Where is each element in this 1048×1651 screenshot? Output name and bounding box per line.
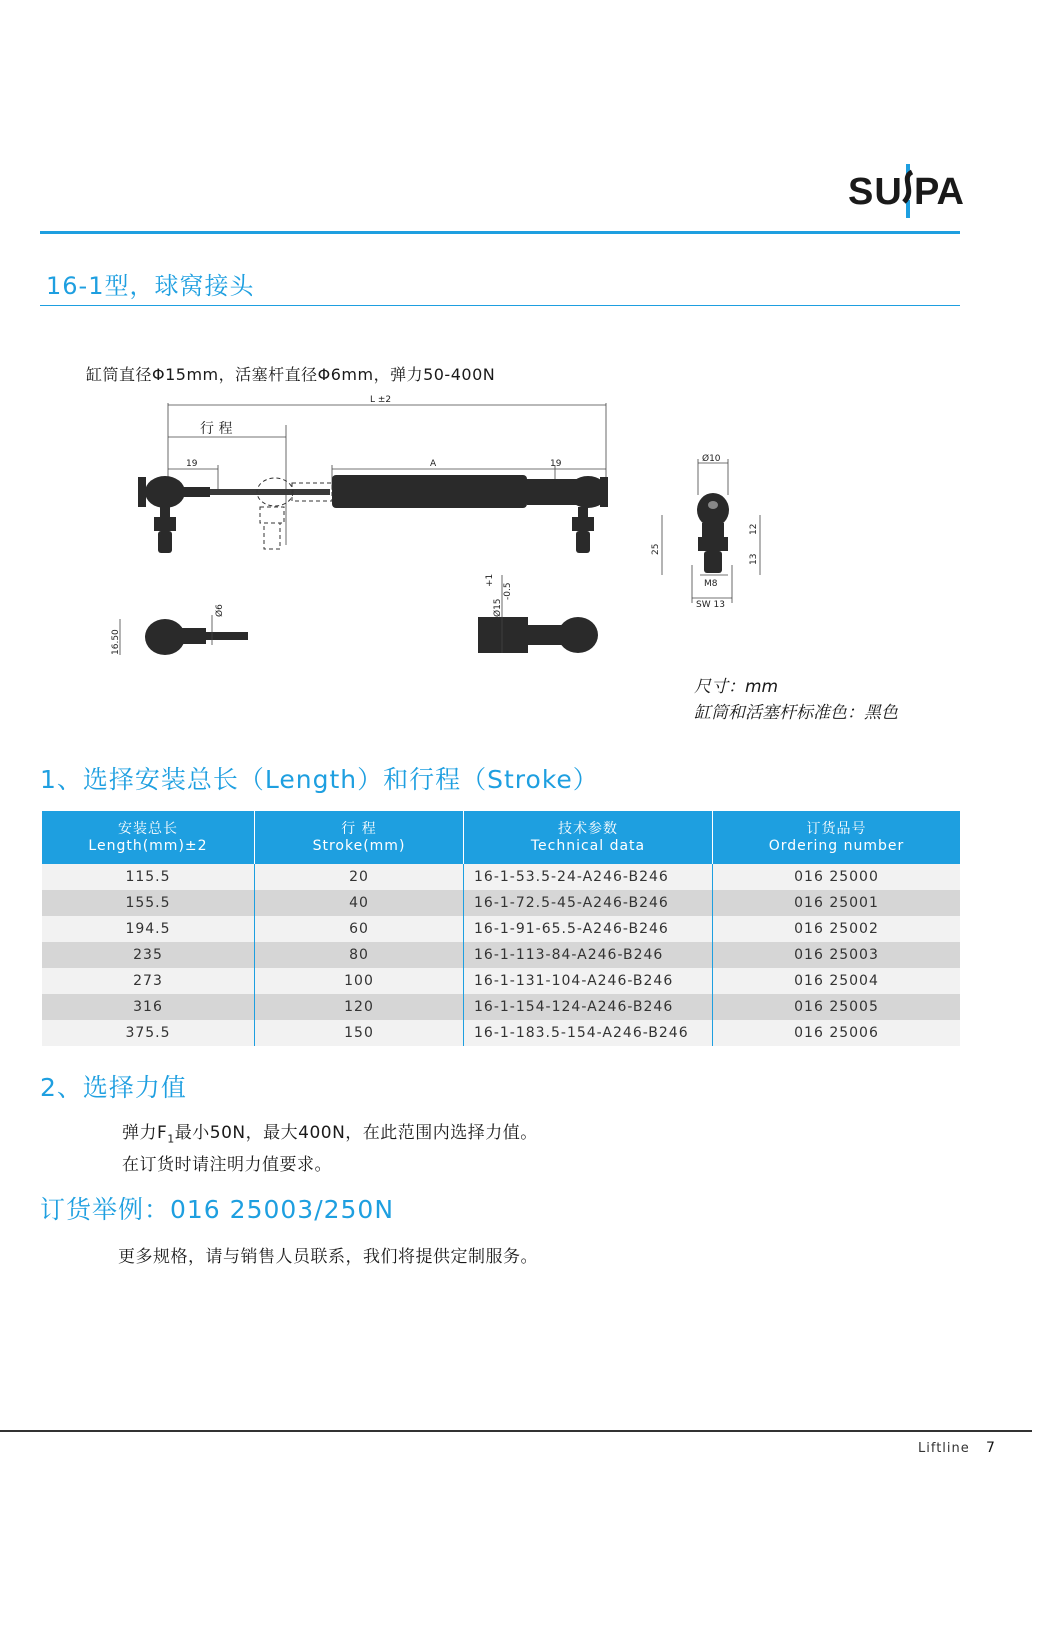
suspa-logo	[848, 160, 964, 220]
table-row: 115.5 20 16-1-53.5-24-A246-B246 016 25000	[42, 864, 960, 890]
side-h12-label: 12	[749, 523, 759, 535]
dim-tube-tol-top: +1	[485, 573, 495, 587]
dim-ball-height: 16.50	[111, 629, 121, 655]
selection-table	[42, 811, 960, 1046]
section1-heading: 1、选择安装总长（Length）和行程（Stroke）	[40, 765, 599, 794]
side-h13-label: 13	[749, 553, 759, 565]
force-note-text: 在订货时请注明力值要求。	[122, 1155, 332, 1175]
custom-service-text: 更多规格，请与销售人员联系，我们将提供定制服务。	[118, 1247, 538, 1267]
header-stroke: 行 程 Stroke(mm)	[255, 811, 464, 864]
side-wrench-label: SW 13	[696, 600, 725, 610]
table-header-row	[42, 811, 960, 864]
header-rule	[40, 231, 960, 234]
table-row: 235 80 16-1-113-84-A246-B246 016 25003	[42, 942, 960, 968]
dim-left-19: 19	[186, 459, 198, 469]
page-title: 16-1型，球窝接头	[46, 272, 255, 300]
table-row: 155.5 40 16-1-72.5-45-A246-B246 016 25001	[42, 890, 960, 916]
table-row: 375.5 150 16-1-183.5-154-A246-B246 016 25006	[42, 1020, 960, 1046]
order-example-heading: 订货举例：016 25003/250N	[40, 1195, 395, 1224]
dim-stroke-label: 行 程	[200, 421, 233, 437]
title-rule	[40, 305, 960, 306]
section2-heading: 2、选择力值	[40, 1073, 187, 1102]
page-number: 7	[986, 1440, 995, 1456]
footer-rule	[0, 1430, 1032, 1432]
color-note: 缸筒和活塞杆标准色：黑色	[694, 703, 898, 723]
spec-line: 缸筒直径Φ15mm，活塞杆直径Φ6mm，弹力50-400N	[86, 365, 496, 384]
dim-a-label: A	[430, 459, 437, 469]
header-length: 安装总长 Length(mm)±2	[42, 811, 255, 864]
table-row: 273 100 16-1-131-104-A246-B246 016 25004	[42, 968, 960, 994]
force-range-text: 弹力$F_1$最小50N，最大400N，在此范围内选择力值。	[122, 1123, 538, 1146]
header-ordering: 订货品号 Ordering number	[713, 811, 961, 864]
table-row: 194.5 60 16-1-91-65.5-A246-B246 016 25002	[42, 916, 960, 942]
header-technical: 技术参数 Technical data	[464, 811, 713, 864]
svg-text:PA: PA	[914, 171, 964, 213]
dim-length-label: L ±2	[370, 395, 392, 405]
side-thread-label: M8	[704, 579, 718, 589]
dim-tube-dia: Ø15	[493, 598, 503, 617]
dim-rod-dia: Ø6	[215, 604, 225, 617]
ball-socket-side-view	[651, 454, 790, 645]
dim-right-19: 19	[550, 459, 562, 469]
dim-tube-tol-bottom: -0.5	[503, 582, 513, 600]
side-dia-label: Ø10	[702, 454, 721, 464]
footer-brand: Liftline	[918, 1441, 970, 1456]
svg-text:SU: SU	[848, 171, 903, 213]
unit-note: 尺寸：mm	[694, 677, 779, 697]
table-row: 316 120 16-1-154-124-A246-B246 016 25005	[42, 994, 960, 1020]
side-height-label: 25	[651, 543, 661, 555]
